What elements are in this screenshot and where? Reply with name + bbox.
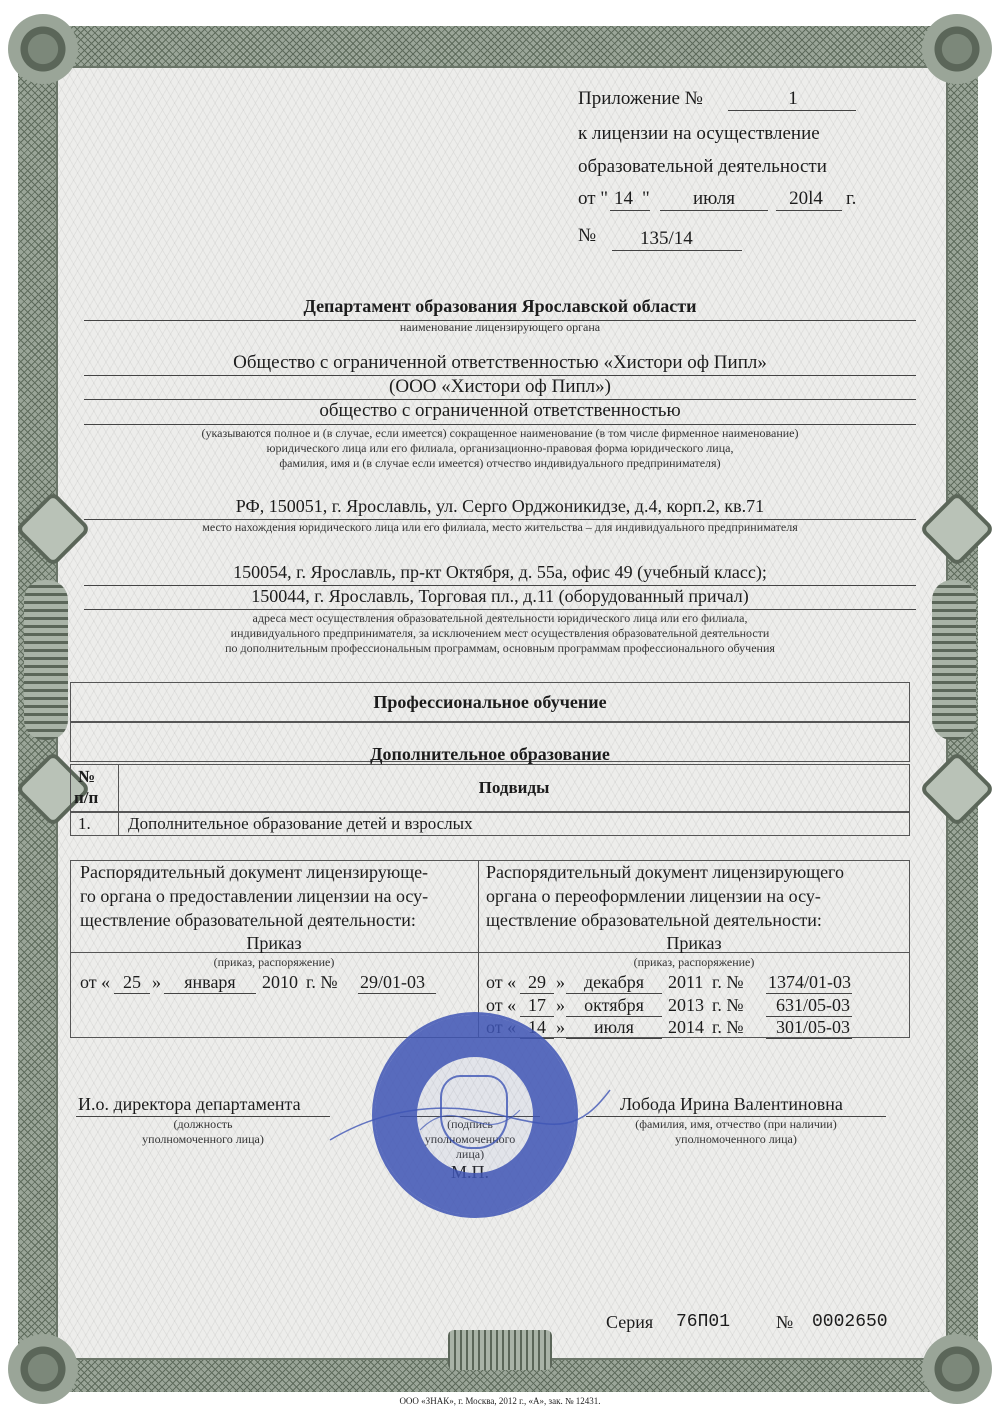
seal-label: М.П. — [450, 1162, 489, 1182]
right-order-kind-caption: (приказ, распоряжение) — [633, 955, 755, 969]
order-year: 2014 — [668, 1017, 704, 1037]
signature-caption-3: лица) — [455, 1147, 485, 1161]
column-number-line-1: № — [78, 767, 96, 786]
row-number: 1. — [78, 814, 91, 833]
licensee-caption-1: (указываются полное и (в случае, если имеется) сокращенное наименование (в том числе фирменное наименование) — [201, 426, 799, 440]
activity-address-1: 150054, г. Ярославль, пр-кт Октября, д. 55а, офис 49 (учебный класс); — [233, 562, 767, 582]
licensee-caption-3: фамилия, имя и (в случае если имеется) отчество индивидуального предпринимателя) — [279, 456, 721, 470]
form-number-label: № — [776, 1312, 794, 1332]
name-caption-2: уполномоченного лица) — [675, 1132, 797, 1146]
appendix-date-suffix: г. — [846, 188, 857, 209]
appendix-date-month: июля — [692, 188, 736, 209]
appendix-date-year: 20l4 — [789, 188, 823, 209]
left-order-kind: Приказ — [246, 933, 302, 953]
order-month: июля — [594, 1017, 634, 1037]
left-order-kind-caption: (приказ, распоряжение) — [213, 955, 335, 969]
position-caption-1: (должность — [173, 1117, 233, 1131]
signature-caption-2: уполномоченного — [424, 1132, 516, 1146]
legal-address: РФ, 150051, г. Ярославль, ул. Серго Орджоникидзе, д.4, корп.2, кв.71 — [235, 496, 765, 516]
right-order-line-2: органа о переоформлении лицензии на осу- — [486, 886, 821, 906]
signature-caption-1: (подпись — [447, 1117, 493, 1131]
order-day: 25 — [123, 972, 141, 992]
bottom-ornament-icon — [448, 1330, 552, 1370]
column-number-line-2: п/п — [74, 788, 99, 807]
corner-ornament-icon — [922, 1334, 992, 1404]
order-day: 17 — [528, 995, 546, 1015]
section-professional: Профессиональное обучение — [373, 692, 607, 712]
license-number-label: № — [578, 225, 597, 246]
license-number: 135/14 — [640, 228, 693, 249]
appendix-date-quote: " — [642, 188, 650, 209]
appendix-date-day: 14 — [614, 188, 633, 209]
order-year: 2011 — [668, 972, 704, 992]
form-series: 76П01 — [676, 1312, 731, 1332]
left-order-line-1: Распорядительный документ лицензирующе- — [80, 862, 429, 882]
order-year: 2013 — [668, 995, 704, 1015]
side-ornament-icon — [24, 580, 68, 740]
activity-address-2: 150044, г. Ярославль, Торговая пл., д.11 (оборудованный причал) — [251, 586, 749, 606]
order-day: 29 — [528, 972, 546, 992]
right-order-line-3: ществление образовательной деятельности: — [486, 910, 822, 930]
licensee-caption-2: юридического лица или его филиала, организационно-правовая форма юридического лица, — [266, 441, 734, 455]
order-number: 29/01-03 — [360, 972, 425, 992]
signatory-name: Лобода Ирина Валентиновна — [620, 1094, 843, 1114]
license-appendix-page: Приложение № 1 к лицензии на осуществление образовательной деятельности от " 14 " июля 20l4 г. № 135/14 Департамент образования Ярославской области наименование лицензирующего органа Общество с ограниченной ответственностью «Хистори оф Пипл» (ООО «Хистори оф Пипл») общество с ограниченной ответственностью (указываются полное и (в случае, если имеется) сокращенное наименование (в том числе фирменное наименование) юридического лица или его филиала, организационно-правовая форма юридического лица, фамилия, имя и (в случае если имеется) отчество индивидуального предпринимателя) РФ, 150051, г. Ярославль, ул. Серго Орджоникидзе, д.4, корп.2, кв.71 место нахождения юридического лица или его филиала, место жительства – для индивидуального предпринимателя 150054, г. Ярославль, пр-кт Октября, д. 55а, офис 49 (учебный класс); 150044, г. Ярославль, Торговая пл., д.11 (оборудованный причал) адреса мест осуществления образовательной деятельности юридического лица или его филиала, индивидуального предпринимателя, за исключением мест осуществления образовательной деятельности по дополнительным профессиональным программам, основным программам профессионального обучения Профессиональное обучение Дополнительное образование № п/п Подвиды 1. Дополнительное образование детей и взрослых Распорядительный документ лицензирующе- го органа о предоставлении лицензии на осу- ществление образовательной деятельности: Приказ (приказ, распоряжение) от « 25 » января 2010 г. № 29/01-03 Распорядительный документ лицензирующего органа о переоформлении лицензии на осу- ществление образовательной деятельности: Приказ (приказ, распоряжение) от « 29 » декабря 2011 г. № 1374/01-03 от « 17 » октября 2013 г. № 631/05-03 от « 14 » июля 2014 г. № 301/05-03 И.о. директора департамента (должность уполномоченного лица) (подпись уполномоченного лица) М.П. Лобода Ирина Валентиновна (фамилия, имя, отчество (при наличии) уполномоченного лица) Серия 76П01 № 0002650 ООО «ЗНАК», г. Москва, 2012 г., «А», зак. № 12431. — [0, 0, 1000, 1415]
order-month: января — [184, 972, 236, 992]
licensee-short-name: (ООО «Хистори оф Пипл») — [389, 376, 611, 397]
row-subtype-title: Дополнительное образование детей и взрослых — [128, 814, 473, 833]
corner-ornament-icon — [8, 14, 78, 84]
order-day: 14 — [528, 1017, 546, 1037]
appendix-number: 1 — [788, 88, 798, 109]
licensee-full-name: Общество с ограниченной ответственностью «Хистори оф Пипл» — [233, 352, 767, 373]
authority-caption: наименование лицензирующего органа — [399, 320, 601, 334]
order-number: 631/05-03 — [776, 995, 850, 1015]
authority-name: Департамент образования Ярославской области — [303, 296, 697, 316]
form-number: 0002650 — [812, 1312, 888, 1332]
appendix-line-2: к лицензии на осуществление — [578, 123, 820, 144]
name-caption-1: (фамилия, имя, отчество (при наличии) — [635, 1117, 837, 1131]
right-order-kind: Приказ — [666, 933, 722, 953]
signatory-position: И.о. директора департамента — [78, 1094, 301, 1114]
side-ornament-icon — [932, 580, 976, 740]
right-order-line-1: Распорядительный документ лицензирующего — [486, 862, 844, 882]
order-year: 2010 — [262, 972, 298, 992]
printer-note: ООО «ЗНАК», г. Москва, 2012 г., «А», зак. № 12431. — [399, 1396, 601, 1406]
section-additional: Дополнительное образование — [370, 744, 610, 764]
column-subtypes: Подвиды — [478, 778, 550, 797]
appendix-line-3: образовательной деятельности — [578, 156, 827, 177]
corner-ornament-icon — [922, 14, 992, 84]
order-month: декабря — [583, 972, 645, 992]
order-number: 301/05-03 — [776, 1017, 850, 1037]
signature-scribble-icon — [320, 1070, 620, 1160]
order-month: октября — [584, 995, 644, 1015]
activity-caption-3: по дополнительным профессиональным программам, основным программам профессионального обучения — [225, 641, 775, 655]
left-order-line-3: ществление образовательной деятельности: — [80, 910, 416, 930]
appendix-date-prefix: от " — [578, 188, 609, 209]
form-series-label: Серия — [606, 1312, 654, 1332]
legal-address-caption: место нахождения юридического лица или его филиала, место жительства – для индивидуального предпринимателя — [202, 520, 798, 534]
activity-caption-2: индивидуального предпринимателя, за исключением мест осуществления образовательной деятельности — [230, 626, 770, 640]
activity-caption-1: адреса мест осуществления образовательной деятельности юридического лица или его филиала, — [252, 611, 748, 625]
position-caption-2: уполномоченного лица) — [142, 1132, 264, 1146]
appendix-label: Приложение № — [578, 88, 703, 109]
order-number: 1374/01-03 — [768, 972, 851, 992]
licensee-legal-form: общество с ограниченной ответственностью — [319, 400, 681, 421]
corner-ornament-icon — [8, 1334, 78, 1404]
left-order-line-2: го органа о предоставлении лицензии на осу- — [80, 886, 429, 906]
